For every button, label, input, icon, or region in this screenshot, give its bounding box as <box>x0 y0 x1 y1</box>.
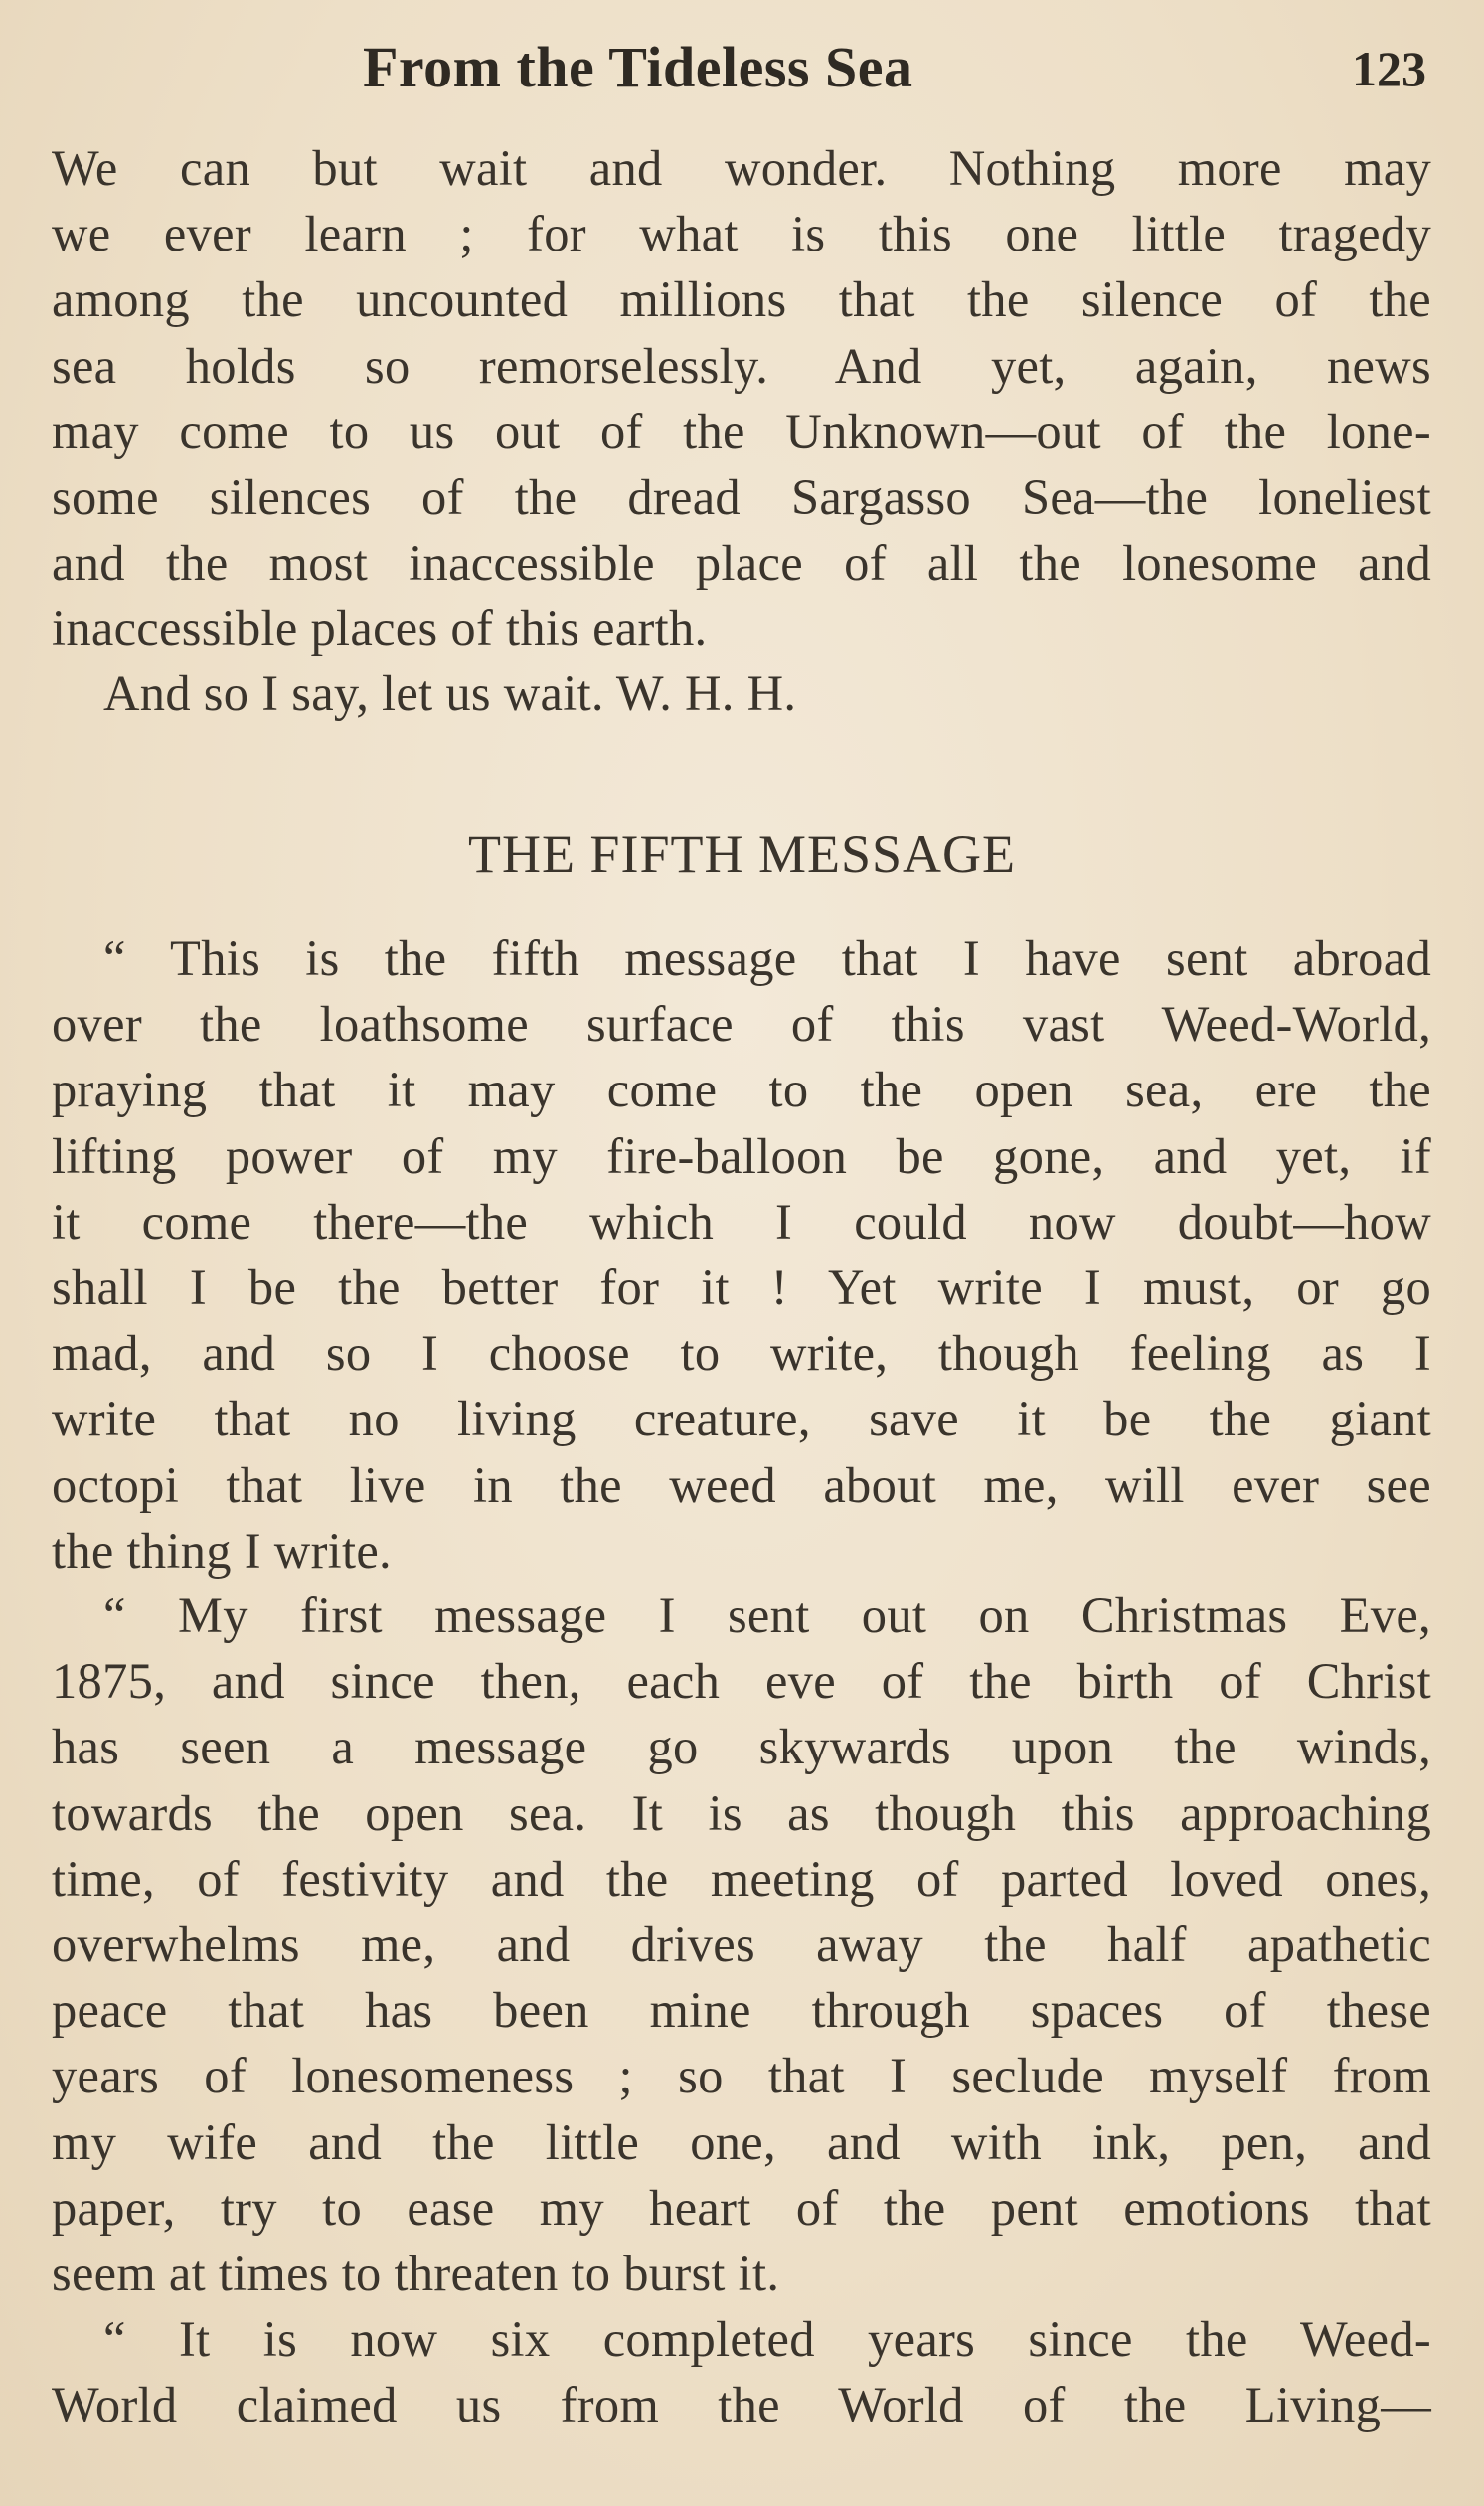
text-line: the thing I write. <box>52 1522 392 1579</box>
text-line: 1875, and since then, each eve of the birth of Christ <box>52 1653 1431 1710</box>
text-line: towards the open sea. It is as though this approaching <box>52 1784 1431 1841</box>
text-line: We can but wait and wonder. Nothing more may <box>52 140 1431 196</box>
running-head <box>0 28 1484 107</box>
text-line: World claimed us from the World of the Living— <box>52 2377 1431 2433</box>
text-line: lifting power of my fire-balloon be gone, and yet, if <box>52 1127 1431 1184</box>
paragraph-4 <box>52 2306 1431 2437</box>
text-line: paper, try to ease my heart of the pent emotions that <box>52 2179 1431 2236</box>
text-line: sea holds so remorselessly. And yet, again, news <box>52 337 1431 394</box>
paragraph-3 <box>52 1583 1431 2306</box>
running-title: From the Tideless Sea <box>363 35 913 99</box>
text-line: has seen a message go skywards upon the winds, <box>52 1719 1431 1775</box>
text-line: write that no living creature, save it be the giant <box>52 1391 1431 1447</box>
text-line: mad, and so I choose to write, though feeling as I <box>52 1325 1431 1382</box>
text-line: seem at times to threaten to burst it. <box>52 2245 780 2301</box>
text-line: “ My first message I sent out on Christmas Eve, <box>103 1587 1431 1643</box>
text-line: among the uncounted millions that the silence of the <box>52 271 1431 328</box>
text-line: it come there—the which I could now doubt—how <box>52 1193 1431 1250</box>
text-line: time, of festivity and the meeting of parted loved ones, <box>52 1850 1431 1907</box>
text-line: peace that has been mine through spaces of these <box>52 1982 1431 2039</box>
text-line: inaccessible places of this earth. <box>52 600 708 657</box>
text-line: overwhelms me, and drives away the half apathetic <box>52 1916 1431 1972</box>
page-number: 123 <box>1352 41 1426 96</box>
text-line: we ever learn ; for what is this one little tragedy <box>52 206 1431 262</box>
text-line: “ It is now six completed years since the Weed- <box>103 2311 1431 2367</box>
text-line: octopi that live in the weed about me, will ever see <box>52 1456 1431 1513</box>
text-line: and the most inaccessible place of all the lonesome and <box>52 535 1431 591</box>
text-line: over the loathsome surface of this vast Weed-World, <box>52 996 1431 1053</box>
signoff-line: And so I say, let us wait. W. H. H. <box>103 665 797 721</box>
text-line: praying that it may come to the open sea, ere the <box>52 1062 1431 1118</box>
paragraph-1 <box>52 135 1431 662</box>
text-line: may come to us out of the Unknown—out of the lone- <box>52 403 1431 459</box>
text-line: some silences of the dread Sargasso Sea—the loneliest <box>52 468 1431 525</box>
text-line: my wife and the little one, and with ink, pen, and <box>52 2113 1431 2170</box>
text-line: years of lonesomeness ; so that I seclude myself from <box>52 2048 1431 2104</box>
text-line: shall I be the better for it ! Yet write I must, or go <box>52 1258 1431 1315</box>
paragraph-2 <box>52 925 1431 1584</box>
text-line: “ This is the fifth message that I have sent abroad <box>103 930 1431 986</box>
section-heading: THE FIFTH MESSAGE <box>467 824 1017 884</box>
